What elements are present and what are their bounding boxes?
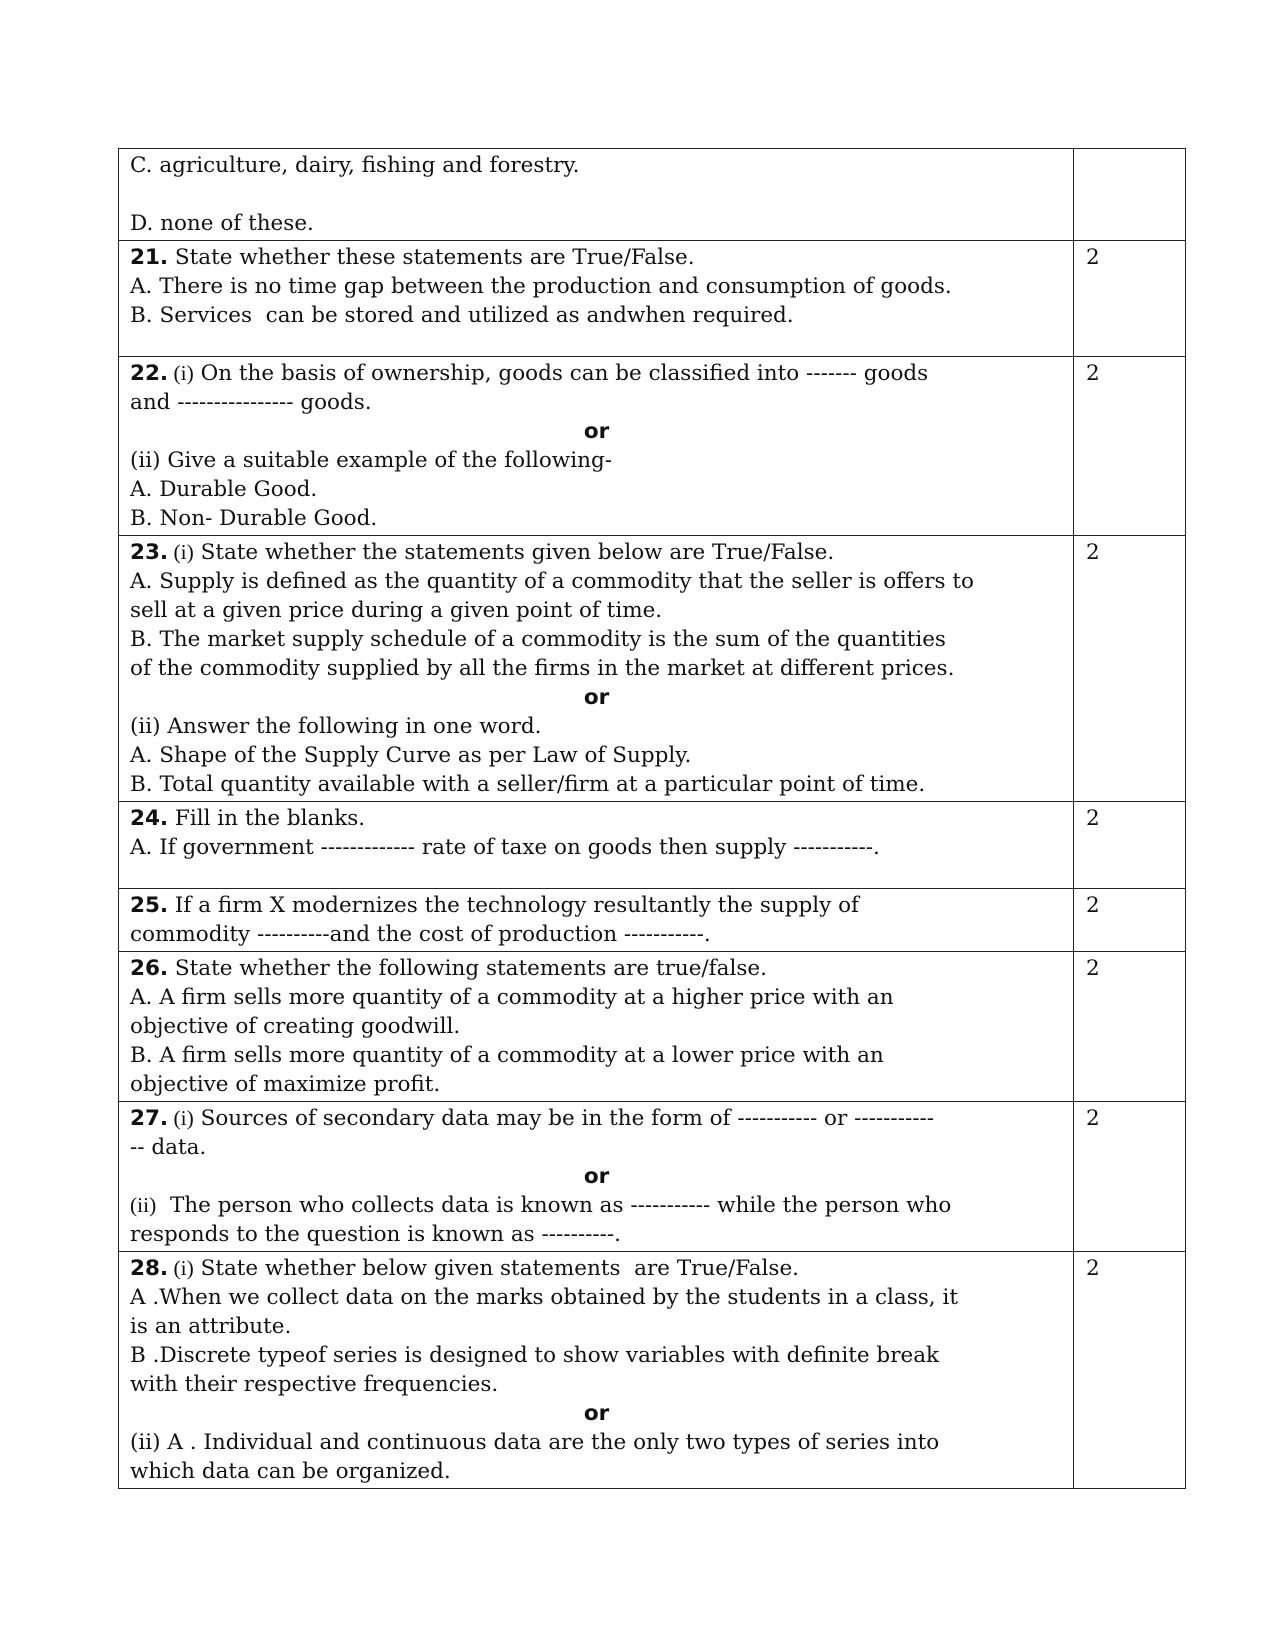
table-row xyxy=(119,952,1186,1102)
question-number: 23. xyxy=(130,540,169,565)
question-cell xyxy=(119,1252,1074,1489)
marks-cell: 2 xyxy=(1074,1102,1186,1252)
question-text: State whether the statements given below are True/False. xyxy=(193,540,835,565)
or-divider: or xyxy=(583,1164,610,1189)
question-text: On the basis of ownership, goods can be classified into ------- goods xyxy=(193,361,929,386)
marks-cell: 2 xyxy=(1074,241,1186,357)
question-number: 27. xyxy=(130,1106,169,1131)
or-divider: or xyxy=(583,1401,610,1426)
marks-cell: 2 xyxy=(1074,357,1186,536)
table-row xyxy=(119,357,1186,536)
marks-cell: 2 xyxy=(1074,1252,1186,1489)
or-divider: or xyxy=(583,685,610,710)
table-row xyxy=(119,1252,1186,1489)
table-row xyxy=(119,889,1186,952)
marks-cell: 2 xyxy=(1074,536,1186,802)
question-text: sell at a given price during a given point of time. xyxy=(130,598,663,623)
part-label: (i) xyxy=(168,1106,194,1130)
question-number: 21. xyxy=(130,245,169,270)
question-text: If a firm X modernizes the technology resultantly the supply of xyxy=(168,893,860,918)
option-text: D. none of these. xyxy=(130,211,314,236)
question-text: A. Supply is defined as the quantity of a commodity that the seller is offers to xyxy=(130,569,974,594)
question-cell xyxy=(119,952,1074,1102)
question-text: The person who collects data is known as ----------- while the person who xyxy=(156,1193,952,1218)
question-text: B. A firm sells more quantity of a commodity at a lower price with an xyxy=(130,1043,884,1068)
part-label: (i) xyxy=(168,540,194,564)
question-text: B .Discrete typeof series is designed to show variables with definite break xyxy=(130,1343,940,1368)
or-divider: or xyxy=(583,419,610,444)
question-number: 24. xyxy=(130,806,169,831)
table-row xyxy=(119,536,1186,802)
table-row xyxy=(119,241,1186,357)
question-text: Fill in the blanks. xyxy=(168,806,366,831)
question-text: (ii) Answer the following in one word. xyxy=(130,714,542,739)
question-cell xyxy=(119,889,1074,952)
question-text: (ii) Give a suitable example of the following- xyxy=(130,448,612,473)
question-text: B. Non- Durable Good. xyxy=(130,506,378,531)
question-text: State whether these statements are True/False. xyxy=(168,245,695,270)
question-text: A. A firm sells more quantity of a commodity at a higher price with an xyxy=(130,985,894,1010)
question-text: objective of creating goodwill. xyxy=(130,1014,461,1039)
question-text: commodity ----------and the cost of production -----------. xyxy=(130,922,711,947)
question-text: A .When we collect data on the marks obtained by the students in a class, it xyxy=(130,1285,958,1310)
question-text: State whether the following statements are true/false. xyxy=(168,956,767,981)
question-cell xyxy=(119,536,1074,802)
marks-cell: 2 xyxy=(1074,802,1186,889)
question-number: 26. xyxy=(130,956,169,981)
question-text: B. Total quantity available with a seller/firm at a particular point of time. xyxy=(130,772,926,797)
part-label: (ii) xyxy=(130,1193,157,1217)
question-number: 25. xyxy=(130,893,169,918)
question-cell xyxy=(119,802,1074,889)
question-text: and ---------------- goods. xyxy=(130,390,372,415)
marks-cell xyxy=(1074,149,1186,241)
question-text: which data can be organized. xyxy=(130,1459,451,1484)
question-cell xyxy=(119,357,1074,536)
question-text: -- data. xyxy=(130,1135,207,1160)
part-label: (i) xyxy=(168,1256,194,1280)
question-text: of the commodity supplied by all the firms in the market at different prices. xyxy=(130,656,955,681)
question-cell xyxy=(119,149,1074,241)
question-text: B. Services can be stored and utilized as andwhen required. xyxy=(130,303,794,328)
question-table xyxy=(118,148,1186,1489)
question-text: A. Durable Good. xyxy=(130,477,318,502)
question-text: (ii) A . Individual and continuous data are the only two types of series into xyxy=(130,1430,940,1455)
question-text: A. Shape of the Supply Curve as per Law of Supply. xyxy=(130,743,692,768)
question-number: 28. xyxy=(130,1256,169,1281)
option-text: C. agriculture, dairy, fishing and forestry. xyxy=(130,153,580,178)
question-cell xyxy=(119,241,1074,357)
table-row xyxy=(119,149,1186,241)
question-cell xyxy=(119,1102,1074,1252)
question-text: A. There is no time gap between the production and consumption of goods. xyxy=(130,274,952,299)
question-text: objective of maximize profit. xyxy=(130,1072,441,1097)
marks-cell: 2 xyxy=(1074,889,1186,952)
question-text: with their respective frequencies. xyxy=(130,1372,499,1397)
question-text: B. The market supply schedule of a commodity is the sum of the quantities xyxy=(130,627,946,652)
marks-cell: 2 xyxy=(1074,952,1186,1102)
table-row xyxy=(119,802,1186,889)
table-row xyxy=(119,1102,1186,1252)
part-label: (i) xyxy=(168,361,194,385)
question-number: 22. xyxy=(130,361,169,386)
question-text: is an attribute. xyxy=(130,1314,292,1339)
question-text: A. If government ------------- rate of taxe on goods then supply -----------. xyxy=(130,835,880,860)
question-text: responds to the question is known as ----------. xyxy=(130,1222,622,1247)
question-text: Sources of secondary data may be in the form of ----------- or ----------- xyxy=(193,1106,935,1131)
question-text: State whether below given statements are True/False. xyxy=(193,1256,799,1281)
